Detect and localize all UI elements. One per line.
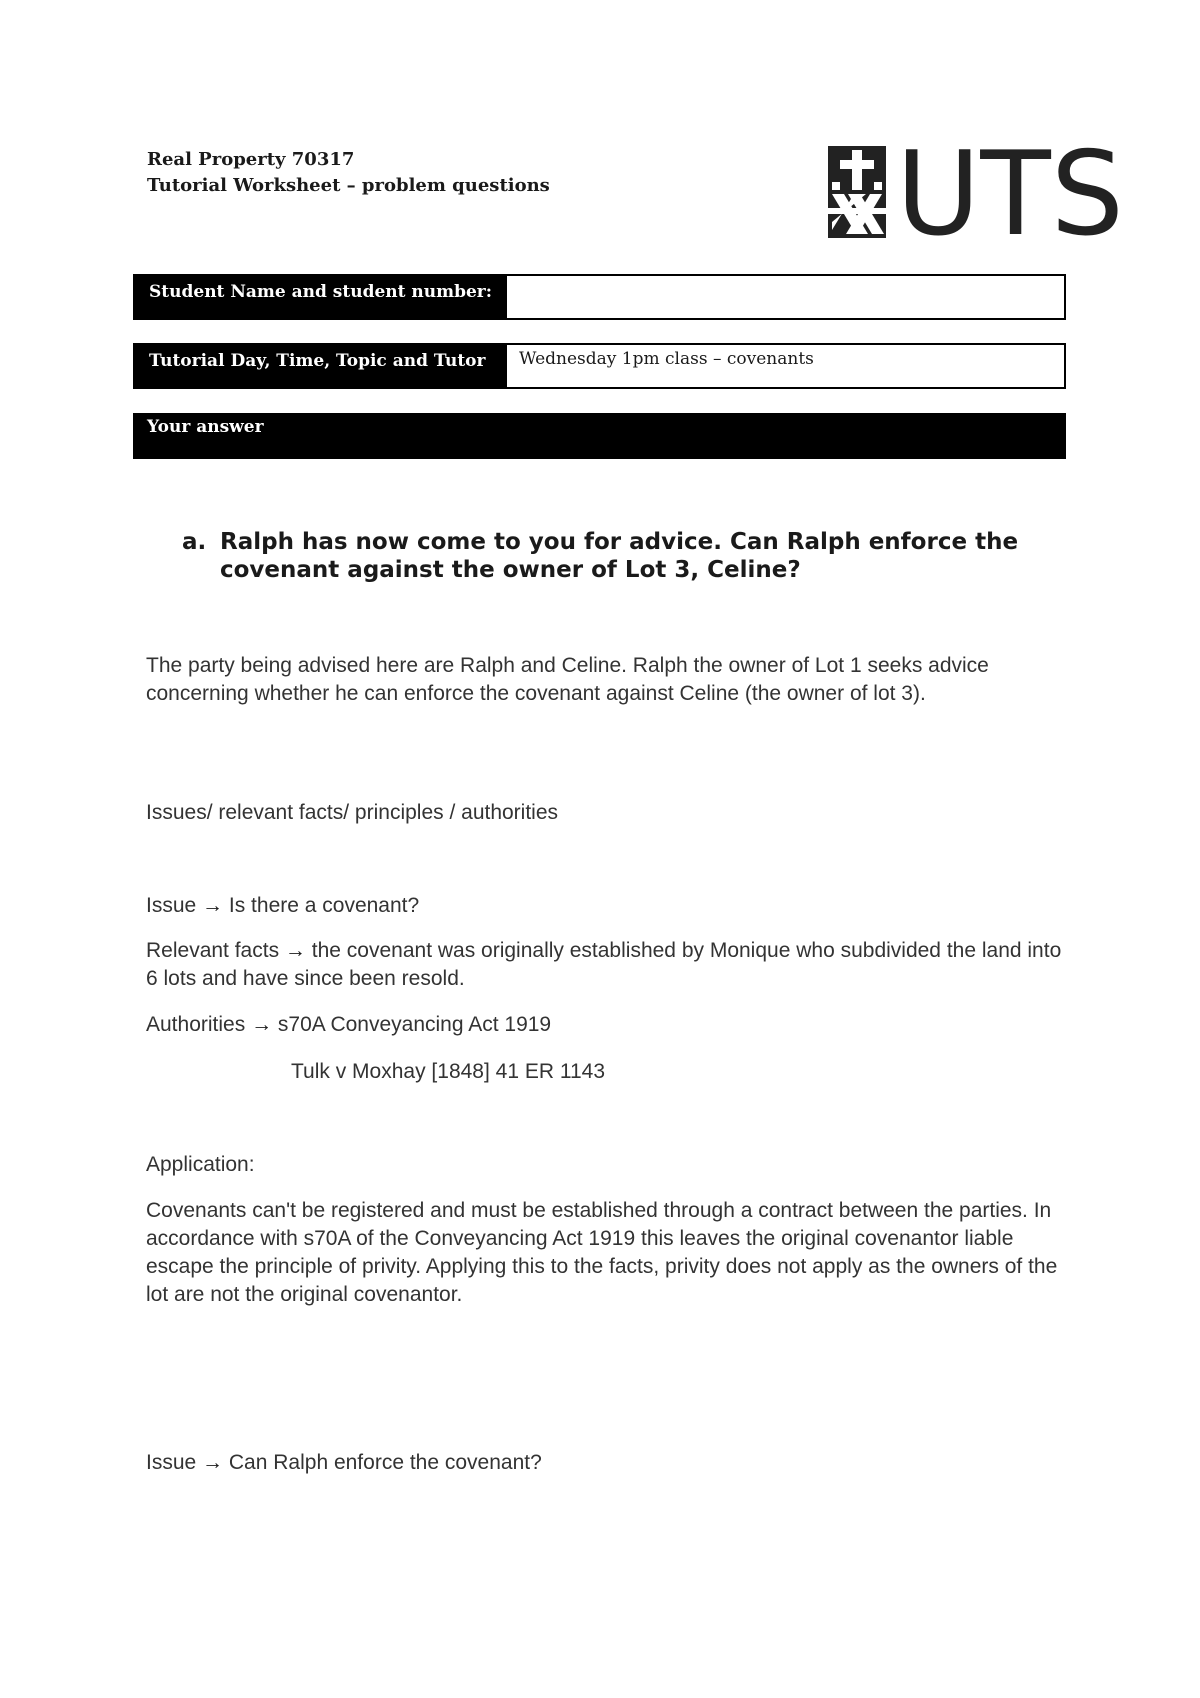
facts-text: the covenant was originally established by Monique who subdivided the land into 6 lots and have since been resold. <box>146 939 1062 990</box>
tutorial-field[interactable]: Wednesday 1pm class – covenants <box>507 345 1064 387</box>
worksheet-title: Tutorial Worksheet – problem questions <box>147 175 550 196</box>
authority-1: s70A Conveyancing Act 1919 <box>277 1013 552 1036</box>
application-heading: Application: <box>146 1153 255 1176</box>
application-paragraph: Covenants can't be registered and must be established through a contract between the parties. In accordance with s70A of the Conveyancing Act 1919 this leaves the original covenantor liable escape the principle of privity. Applying this to the facts, privity does not apply as the owners of the lot are not the original covenantor. <box>146 1199 1058 1306</box>
issue-2-line <box>146 1449 1066 1477</box>
authorities-line <box>146 1011 1066 1039</box>
arrow-icon: → <box>251 1013 273 1036</box>
logo-text: UTS <box>896 142 1124 242</box>
uts-logo-graphic <box>828 142 1124 242</box>
arrow-icon: → <box>202 1451 224 1474</box>
question-heading <box>182 528 1042 584</box>
tutorial-row <box>133 343 1066 389</box>
issue-1-text: Is there a covenant? <box>228 894 420 917</box>
question-letter: a. <box>182 529 207 555</box>
intro-paragraph: The party being advised here are Ralph and Celine. Ralph the owner of Lot 1 seeks advice concerning whether he can enforce the covenant against Celine (the owner of lot 3). <box>146 654 989 705</box>
issues-heading: Issues/ relevant facts/ principles / authorities <box>146 801 559 824</box>
student-name-field[interactable] <box>507 276 1064 318</box>
tutorial-label: Tutorial Day, Time, Topic and Tutor <box>135 345 507 387</box>
student-name-label: Student Name and student number: <box>135 276 507 318</box>
issue-1-label: Issue <box>146 894 197 917</box>
your-answer-header: Your answer <box>133 413 1066 459</box>
uts-logo <box>828 142 1124 242</box>
issue-1-line <box>146 892 1066 920</box>
authority-2: Tulk v Moxhay [1848] 41 ER 1143 <box>291 1060 606 1083</box>
issue-2-text: Can Ralph enforce the covenant? <box>228 1451 542 1474</box>
course-title: Real Property 70317 <box>147 149 355 170</box>
relevant-facts <box>146 937 1066 993</box>
authorities-label: Authorities <box>146 1013 246 1036</box>
student-name-row <box>133 274 1066 320</box>
arrow-icon: → <box>284 939 306 962</box>
issue-2-label: Issue <box>146 1451 197 1474</box>
document-header <box>147 147 550 199</box>
facts-label: Relevant facts <box>146 939 280 962</box>
arrow-icon: → <box>202 894 224 917</box>
question-text: Ralph has now come to you for advice. Can Ralph enforce the covenant against the owner of Lot 3, Celine? <box>220 529 1019 583</box>
